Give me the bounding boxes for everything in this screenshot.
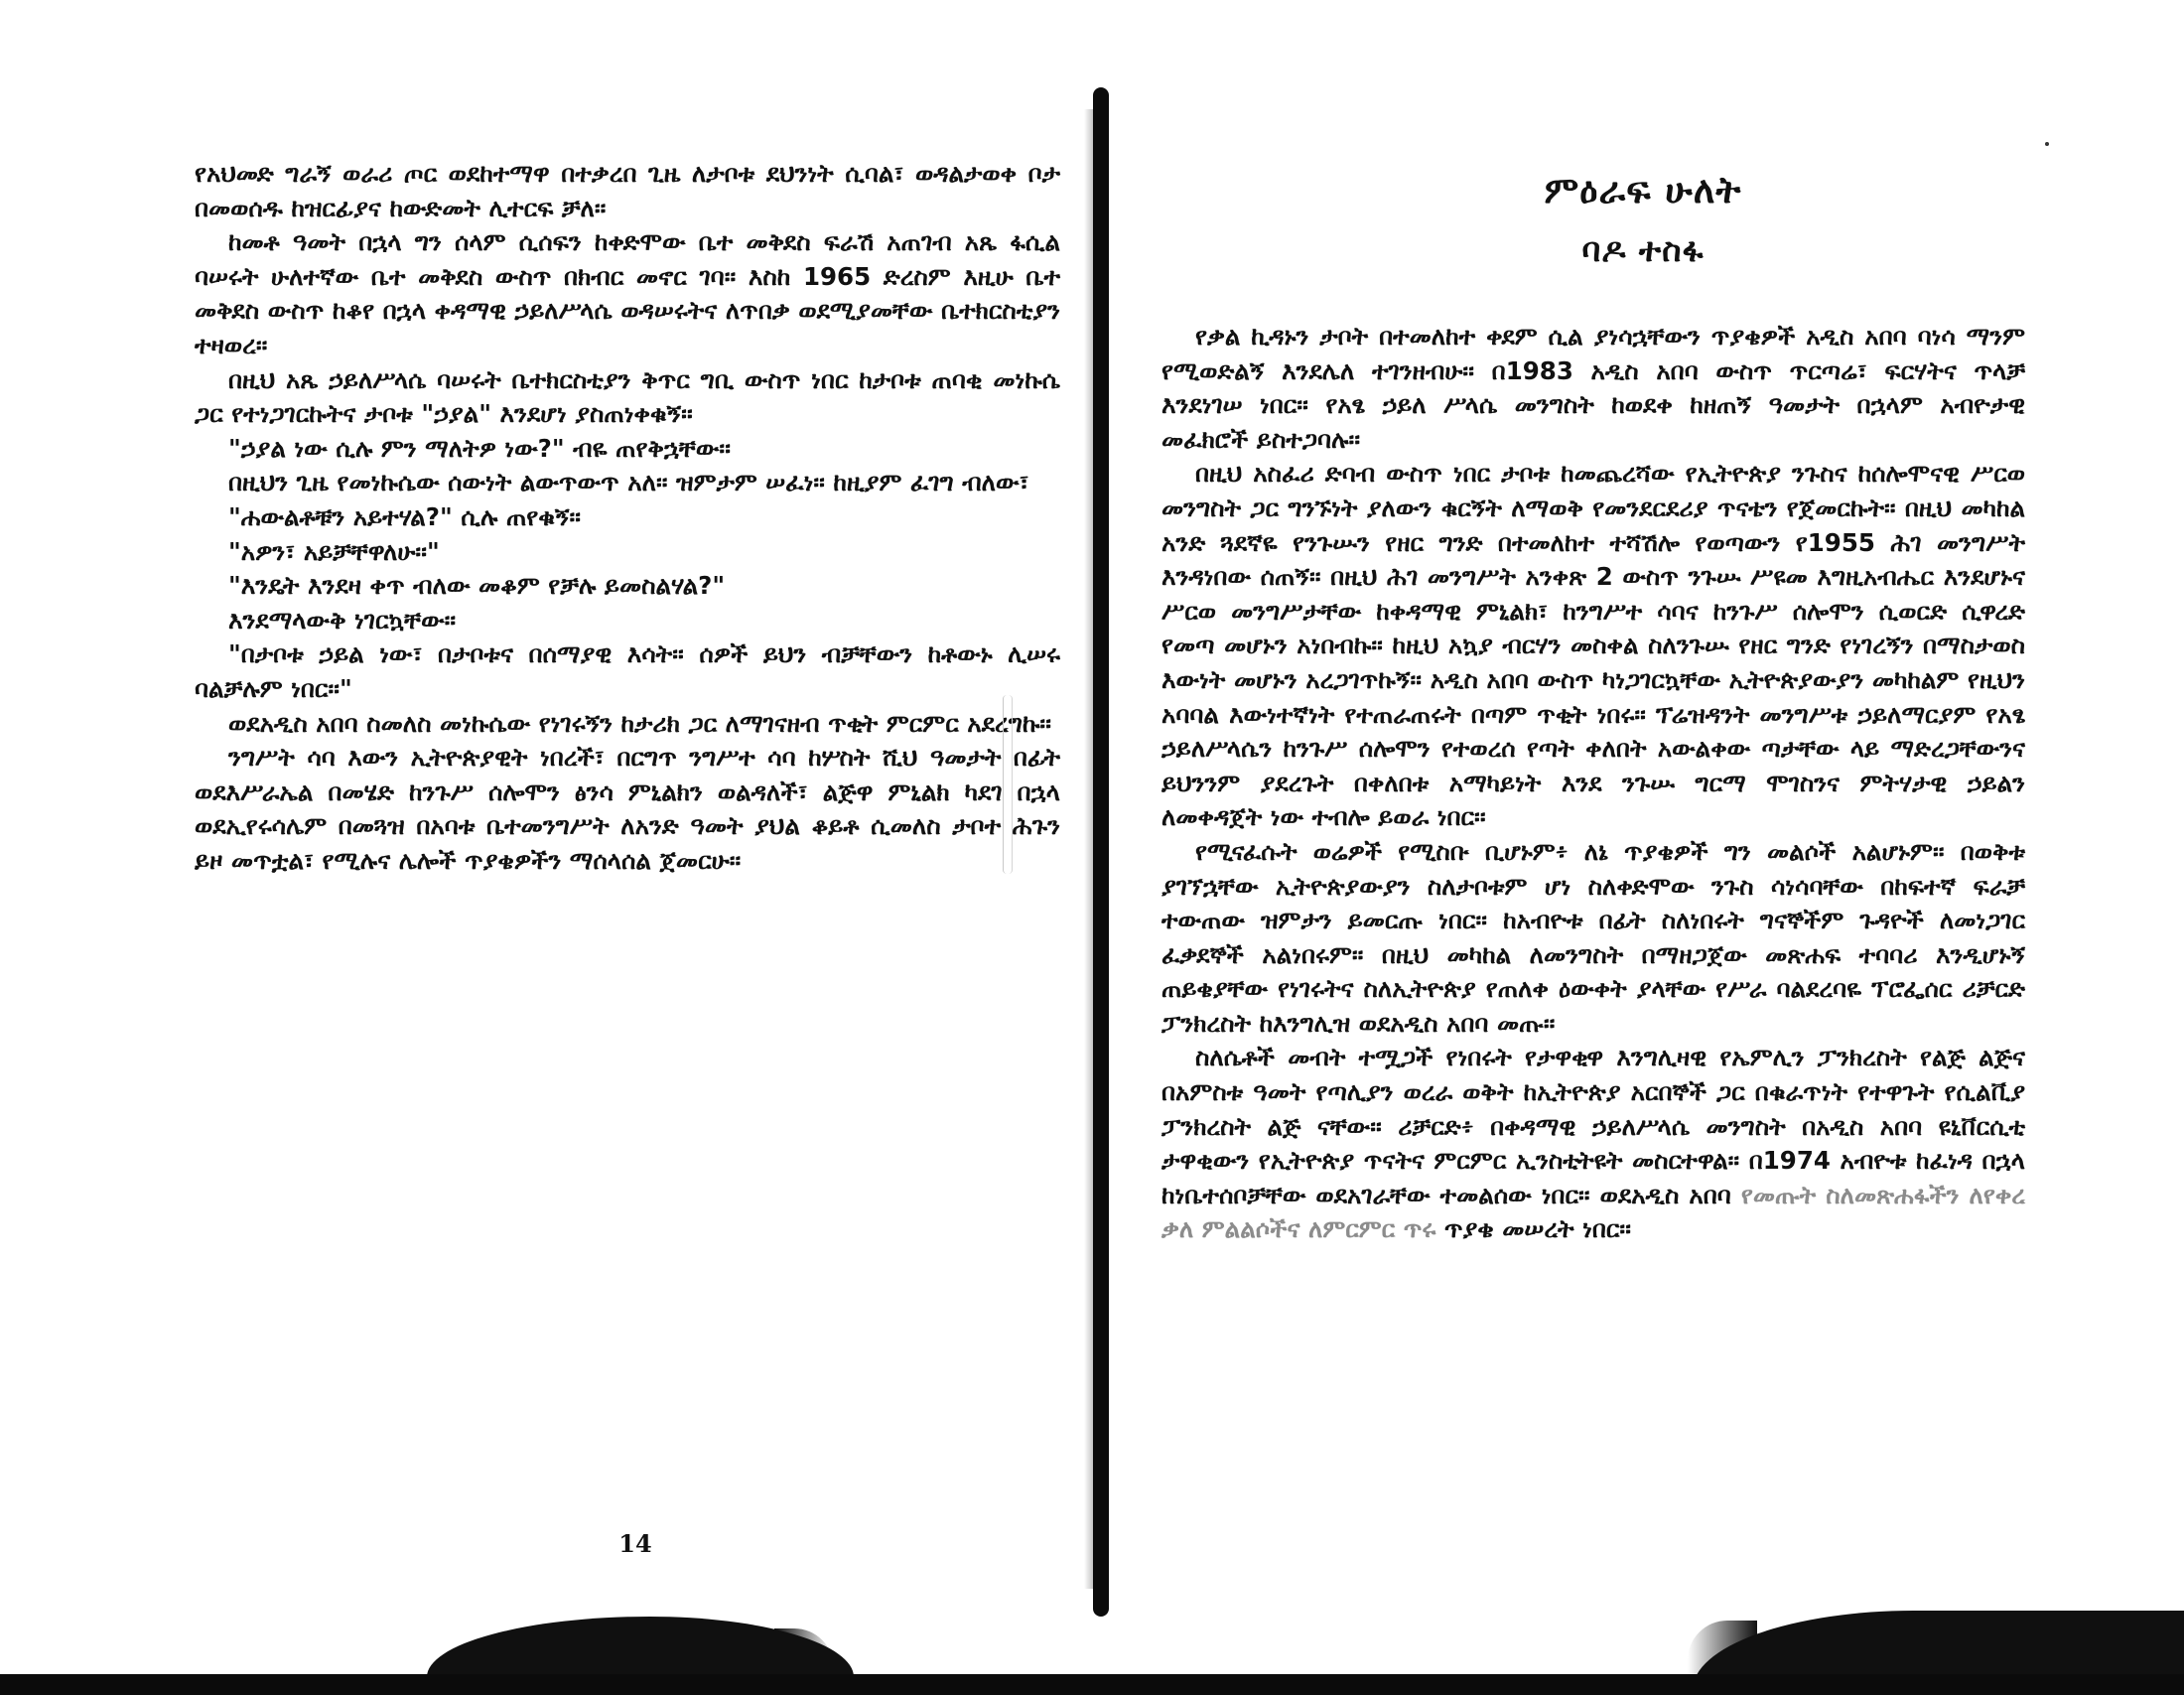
- left-paragraph-3: በዚህ አጼ ኃይለሥላሴ ባሠሩት ቤተክርስቲያን ቅጥር ግቢ ውስጥ ነበር ከታቦቱ ጠባቂ መነኩሴ ጋር የተነጋገርኩትና ታቦቱ "ኃያል" እንደሆነ ያስጠነቀቁኝ፡፡: [195, 364, 1060, 429]
- left-paragraph-4: "ኃያል ነው ሲሉ ምን ማለትዎ ነው?" ብዬ ጠየቅኋቸው፡፡: [228, 433, 731, 463]
- left-paragraph-11: ወደአዲስ አበባ ስመለስ መነኩሴው የነገሩኝን ከታሪክ ጋር ለማገናዘብ ጥቂት ምርምር አደረግኩ፡፡: [228, 708, 1051, 738]
- right-paragraph-2: በዚህ አስፈሪ ድባብ ውስጥ ነበር ታቦቱ ከመጨረሻው የኢትዮጵያ ንጉስና ከሰሎሞናዊ ሥርወ መንግስት ጋር ግንኙነት ያለውን ቁርኝት ለማወቅ የመንደርደሪያ ጥናቴን የጀመርኩት፡፡ በዚህ መካከል አንድ ጓደኛዬ የንጉሡን የዘር ግንድ በተመለከተ ተሻሽሎ የወጣውን የ1955 ሕገ መንግሥት እንዳነበው ሰጠኝ፡፡ በዚህ ሕገ መንግሥት አንቀጽ 2 ውስጥ ንጉሡ ሥዩመ እግዚአብሔር እንደሆኑና ሥርወ መንግሥታቸው ከቀዳማዊ ምኒልክ፣ ከንግሥተ ሳባና ከንጉሥ ሰሎሞን ሲወርድ ሲዋረድ የመጣ መሆኑን አነበብኩ፡፡ ከዚህ አኳያ ብርሃን መስቀል ስለንጉሡ የዘር ግንድ የነገረኝን በማስታወስ እውነት መሆኑን አረጋገጥኩኝ፡፡ አዲስ አበባ ውስጥ ካነጋገርኳቸው ኢትዮጵያውያን መካከልም የዚህን አባባል እውነተኛነት የተጠራጠሩት በጣም ጥቂት ነበሩ፡፡ ፕሬዝዳንት መንግሥቱ ኃይለማርያም የአፄ ኃይለሥላሴን ከንጉሥ ሰሎሞን የተወረሰ የጣት ቀለበት አውልቀው ጣታቸው ላይ ማድረጋቸውንና ይህንንም ያደረጉት በቀለበቱ አማካይነት እንደ ንጉሡ ግርማ ሞገስንና ምትሃታዊ ኃይልን ለመቀዳጀት ነው ተብሎ ይወራ ነበር፡፡: [1161, 459, 2025, 832]
- right-paragraph-1: የቃል ኪዳኑን ታቦት በተመለከተ ቀደም ሲል ያነሳኋቸውን ጥያቄዎች አዲስ አበባ ባነሳ ማንም የሚወድልኝ እንደሌለ ተገንዘብሁ፡፡ በ1983 አዲስ አበባ ውስጥ ጥርጣሬ፣ ፍርሃትና ጥላቻ እንደነገሠ ነበር፡፡ የአፄ ኃይለ ሥላሴ መንግስት ከወደቀ ከዘጠኝ ዓመታት በኋላም አብዮታዊ መፈክሮች ይስተጋባሉ፡፡: [1161, 322, 2025, 454]
- right-paragraph-3: የሚናፈሱት ወሬዎች የሚስቡ ቢሆኑም፥ ለኔ ጥያቄዎች ግን መልሶች አልሆኑም፡፡ በወቅቱ ያገኘኋቸው ኢትዮጵያውያን ስለታቦቱም ሆነ ስለቀድሞው ንጉስ ሳነሳባቸው በከፍተኛ ፍራቻ ተውጠው ዝምታን ይመርጡ ነበር፡፡ ከአብዮቱ በፊት ስለነበሩት ግናኞችም ጉዳዮች ለመነጋገር ፈቃደኞች አልነበሩም፡፡ በዚህ መካከል ለመንግስት በማዘጋጀው መጽሐፍ ተባባሪ እንዲሆኑኝ ጠይቄያቸው የነገሩትና ስለኢትዮጵያ የጠለቀ ዕውቀት ያላቸው የሥራ ባልደረባዬ ፕሮፌሰር ሪቻርድ ፓንክረስት ከእንግሊዝ ወደአዲስ አበባ መጡ፡፡: [1161, 836, 2025, 1038]
- left-paragraph-12: ንግሥት ሳባ እውን ኢትዮጵያዊት ነበረች፣ በርግጥ ንግሥተ ሳባ ከሦስት ሺህ ዓመታት በፊት ወደእሥራኤል በመሄድ ከንጉሥ ሰሎሞን ፅንሳ ምኒልክን ወልዳለች፣ ልጅዋ ምኒልክ ካደገ በኋላ ወደኢየሩሳሌም በመጓዝ በአባቱ ቤተመንግሥት ለአንድ ዓመት ያህል ቆይቶ ሲመለስ ታቦተ ሕጉን ይዞ መጥቷል፣ የሚሉና ሌሎች ጥያቄዎችን ማሰላሰል ጀመርሁ፡፡: [195, 743, 1060, 875]
- right-paragraph-4-faded-text: የመጡት ስለመጽሐፋችን ለየቀረ ቃለ ምልልሶችና ለምርምር ጥሩ: [1161, 1180, 2025, 1244]
- right-paragraph-4-ending: ጥያቄ መሠረት ነበር፡፡: [1443, 1214, 1631, 1244]
- pencil-mark: [1003, 695, 1013, 874]
- dust-speck: [2045, 142, 2049, 146]
- left-paragraph-6: "ሐውልቶቹን አይተሃል?" ሲሉ ጠየቁኝ፡፡: [228, 501, 582, 531]
- left-paragraph-7: "አዎን፣ አይቻቸዋለሁ፡፡": [228, 536, 440, 566]
- page-number: 14: [618, 1529, 652, 1558]
- left-paragraph-9: እንደማላውቅ ነገርኳቸው፡፡: [228, 605, 457, 635]
- left-page-body: [195, 157, 1060, 878]
- left-paragraph-5: በዚህን ጊዜ የመነኩሴው ሰውነት ልውጥውጥ አለ፡፡ ዝምታም ሠፈነ፡፡ ከዚያም ፈገግ ብለው፣: [228, 468, 1029, 497]
- left-paragraph-1: የአህመድ ግራኝ ወራሪ ጦር ወደከተማዋ በተቃረበ ጊዜ ለታቦቱ ደህንነት ሲባል፣ ወዳልታወቀ ቦታ በመወሰዱ ከዝርፊያና ከውድመት ሊተርፍ ቻለ፡፡: [195, 159, 1060, 222]
- chapter-title: ምዕራፍ ሁለት: [1544, 169, 1742, 212]
- left-paragraph-8: "እንዴት እንደዛ ቀጥ ብለው መቆም የቻሉ ይመስልሃል?": [228, 571, 726, 601]
- right-paragraph-4-text: ስለሴቶች መብት ተሟጋች የነበሩት የታዋቂዋ እንግሊዛዊ የኤምሊን ፓንክረስት የልጅ ልጅና በአምስቱ ዓመት የጣሊያን ወረራ ወቅት ከኢትዮጵያ አርበኞች ጋር በቁራጥነት የተዋጉት የሲልቪያ ፓንክረስት ልጅ ናቸው፡፡ ሪቻርድ፥ በቀዳማዊ ኃይለሥላሴ መንግስት በአዲስ አበባ ዩኒቨርሲቲ ታዋቂውን የኢትዮጵያ ጥናትና ምርምር ኢንስቲትዩት መስርተዋል፡፡ በ1974 አብዮቱ ከፈነዳ በኋላ ከነቤተሰቦቻቸው ወደአገራቸው ተመልሰው ነበር፡፡ ወደአዲስ አበባ: [1161, 1043, 2025, 1209]
- left-paragraph-2: ከመቶ ዓመት በኋላ ግን ሰላም ሲሰፍን ከቀድሞው ቤተ መቅደስ ፍራሽ አጠገብ አጼ ፋሲል ባሠሩት ሁለተኛው ቤተ መቅደስ ውስጥ በክብር መኖር ገባ፡፡ እስከ 1965 ድረስም እዚሁ ቤተ መቅደስ ውስጥ ከቆየ በኋላ ቀዳማዊ ኃይለሥላሴ ወዳሠሩትና ለጥበቃ ወደሚያመቸው ቤተክርስቲያን ተዛወረ፡፡: [195, 227, 1060, 359]
- left-paragraph-10: "በታቦቱ ኃይል ነው፣ በታቦቱና በሰማያዊ እሳት፡፡ ሰዎች ይህን ብቻቸውን ከቶውኑ ሊሠሩ ባልቻሉም ነበር፡፡": [195, 639, 1060, 703]
- right-paragraph-4: [1161, 1041, 2025, 1247]
- chapter-subtitle: ባዶ ተስፋ: [1581, 230, 1705, 269]
- scan-bottom-edge: [0, 1674, 2184, 1695]
- right-page-body: [1161, 320, 2025, 1247]
